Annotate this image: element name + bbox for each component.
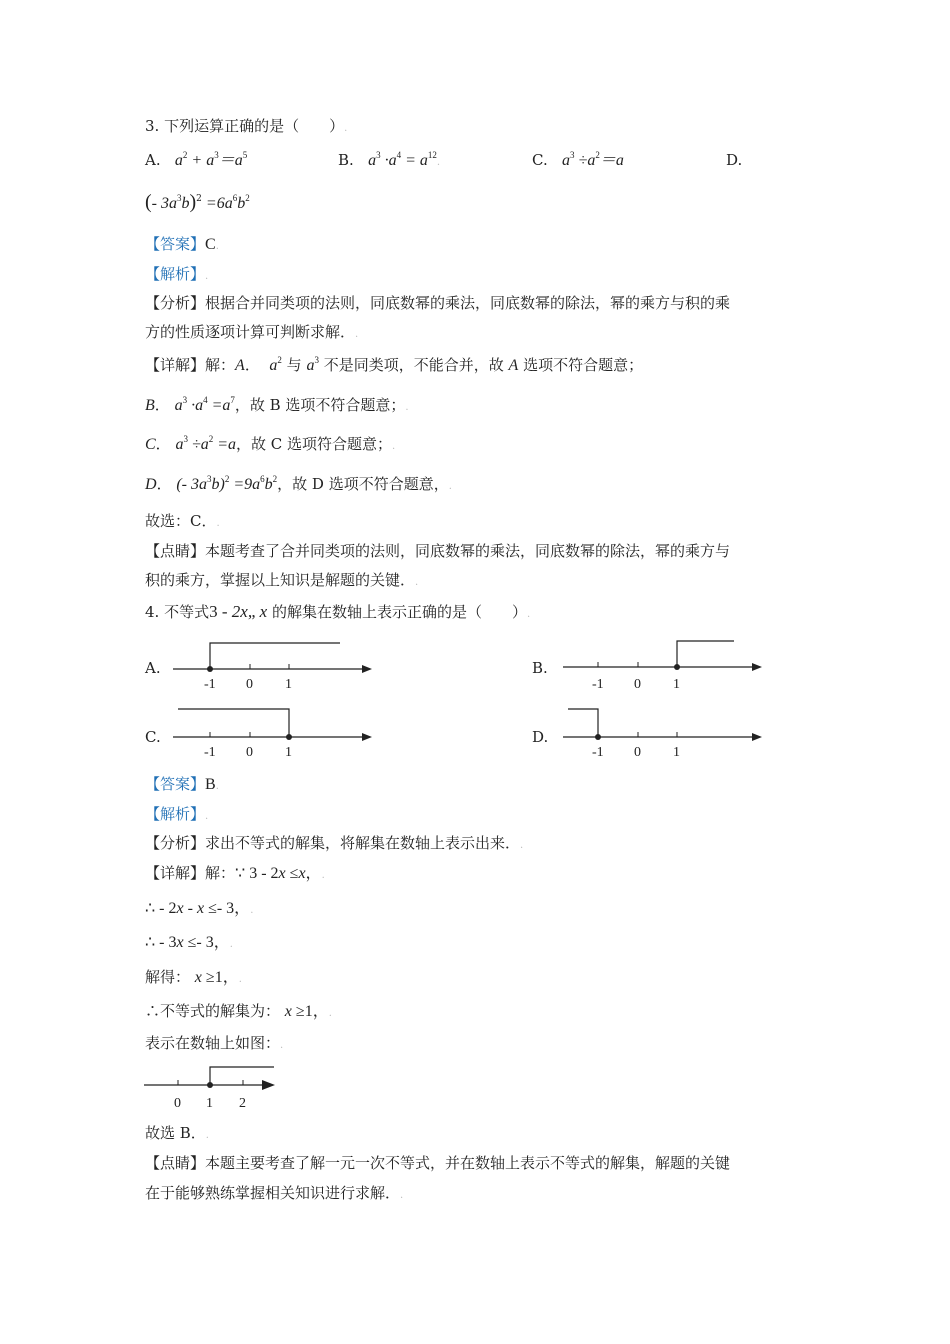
q4-detail-3: ∴ - 3x ≤- 3，.	[145, 934, 233, 951]
q3-conclusion: 故选：C．.	[145, 512, 220, 530]
q4-detail-4: 解得： x ≥1，.	[145, 968, 242, 986]
q3-option-d-expr: (- $3a^3b)^2 =6a^6b^2$	[145, 191, 250, 213]
q4-comment-2: 在于能够熟练掌握相关知识进行求解．.	[145, 1184, 404, 1202]
svg-text:1: 1	[673, 677, 680, 692]
svg-text:0: 0	[634, 745, 641, 760]
q3-comment-2: 积的乘方，掌握以上知识是解题的关键．.	[145, 571, 419, 589]
svg-text:0: 0	[246, 745, 253, 760]
svg-text:1: 1	[206, 1096, 213, 1111]
svg-text:-1: -1	[204, 745, 216, 760]
q3-detail-a: 【详解】解：A． $a^2$ 与 $a^3$ 不是同类项，不能合并，故 A 选项不符合题意；	[145, 355, 644, 374]
q3-detail-b: B． $a^3 \cdot a^4 =a^7$，故 B 选项不符合题意；.	[145, 395, 409, 414]
q4-conclusion: 故选 B．.	[145, 1124, 209, 1142]
q4-detail-2: ∴ - 2x - x ≤- 3，.	[145, 900, 254, 917]
q4-comment-1: 【点睛】本题主要考查了解一元一次不等式，并在数轴上表示不等式的解集，解题的关键	[145, 1154, 731, 1172]
svg-text:-1: -1	[592, 677, 604, 692]
q4-detail-1: 【详解】解：∵ 3 - 2x ≤x，.	[145, 864, 325, 882]
q3-option-c: C. $a^3 \div a^2=a$	[532, 150, 624, 169]
q4-option-a-graph	[168, 635, 383, 695]
svg-text:2: 2	[239, 1096, 246, 1111]
q3-analysis-2: 方的性质逐项计算可判断求解．.	[145, 323, 359, 341]
q3-detail-c: C． $a^3 \div a^2 =a$，故 C 选项符合题意；.	[145, 434, 396, 453]
q3-option-a: A. $a^2 + a^3=a^5$	[145, 150, 248, 169]
q4-option-d-graph	[558, 703, 773, 763]
q3-comment-1: 【点睛】本题考查了合并同类项的法则，同底数幂的乘法，同底数幂的除法，幂的乘方与	[145, 542, 731, 560]
q3-option-b: B. $a^3 \cdot a^4 = a^{12}$.	[338, 150, 441, 169]
q4-detail-5: ∴不等式的解集为： x ≥1，.	[145, 1002, 332, 1020]
svg-text:0: 0	[246, 677, 253, 692]
q3-analysis-1: 【分析】根据合并同类项的法则，同底数幂的乘法，同底数幂的除法，幂的乘方与积的乘	[145, 294, 731, 312]
svg-text:1: 1	[285, 677, 292, 692]
q4-stem: 4. 不等式3 - 2x„ x 的解集在数轴上表示正确的是（ ）.	[145, 602, 531, 621]
q4-jiexi: 【解析】.	[145, 805, 209, 823]
svg-text:0: 0	[174, 1096, 181, 1111]
svg-text:0: 0	[634, 677, 641, 692]
q3-option-d-label: D.	[726, 151, 743, 169]
q4-option-d-label: D.	[532, 728, 549, 746]
q4-analysis: 【分析】求出不等式的解集，将解集在数轴上表示出来．.	[145, 834, 524, 852]
q4-graph-intro: 表示在数轴上如图：.	[145, 1034, 284, 1052]
q4-option-c-graph	[168, 703, 383, 763]
svg-text:-1: -1	[592, 745, 604, 760]
q3-jiexi: 【解析】.	[145, 265, 209, 283]
svg-text:-1: -1	[204, 677, 216, 692]
q4-answer: 【答案】B.	[145, 775, 219, 793]
svg-text:1: 1	[673, 745, 680, 760]
q4-option-a-label: A.	[145, 659, 161, 677]
q3-stem: 3. 下列运算正确的是（ ）.	[145, 117, 348, 135]
svg-text:1: 1	[285, 745, 292, 760]
q3-detail-d: D． (- $3a^3b)^2 =9a^6b^2$，故 D 选项不符合题意，.	[145, 474, 452, 493]
q3-answer: 【答案】C.	[145, 235, 219, 253]
q4-option-b-label: B.	[532, 659, 548, 677]
q4-solution-graph	[140, 1060, 300, 1115]
q4-option-b-graph	[558, 633, 773, 693]
q4-option-c-label: C.	[145, 728, 161, 746]
